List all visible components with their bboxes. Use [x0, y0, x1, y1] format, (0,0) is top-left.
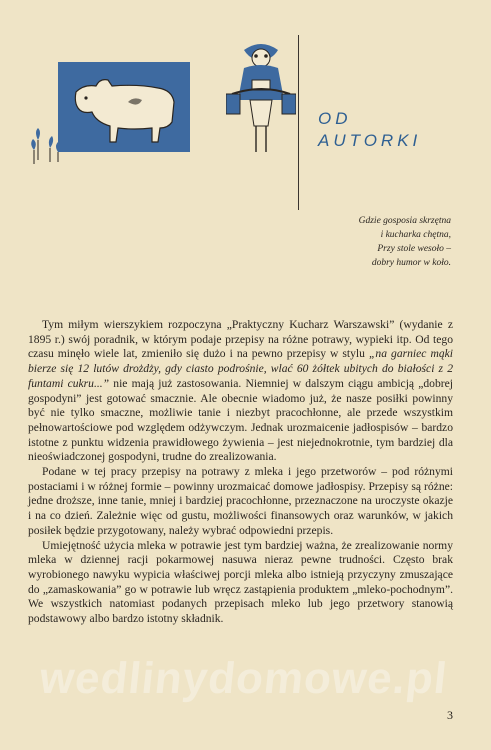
title-line-1: OD	[318, 109, 352, 128]
title-line-2: AUTORKI	[318, 131, 422, 150]
paragraph-1-text-b: nie mają już zastosowania. Niemniej w dalszym ciągu ambicją „dobrej gospodyni” jest gotować smacznie. Ale obecnie wiadomo już, że nasze posiłki powinny być nie tylko smaczne, możliwie tanie i niezbyt pracochłonne, ale przede wszystkim pełnowartościowe pod względem odżywczym. Jednak urozmaicenie jadłospisów – bardzo istotne z punktu widzenia prawidłowego żywienia – jest niejednokrotnie, tym bardziej dla nieoświadczonej gospodyni, trudne do zrealizowania.	[28, 376, 453, 464]
cow-illustration	[58, 62, 190, 152]
paragraph-3: Umiejętność użycia mleka w potrawie jest tym bardziej ważna, że zrealizowanie normy mleka w dziennej racji pokarmowej nasuwa nieraz pewne trudności. Często brak wyrobionego nawyku wypicia właściwej porcji mleka albo istnieją przyczyny zmuszające do „zamaskowania” go w potrawie lub wręcz zastąpienia produktem „mleko-pochodnym”. We wszystkich natomiast podanych przepisach mleko lub jego przetwory stanowią podstawowy albo bardzo istotny składnik.	[28, 538, 453, 626]
header-illustration	[28, 40, 288, 160]
epigraph	[251, 214, 451, 270]
epigraph-line: i kucharka chętna,	[380, 230, 451, 240]
paragraph-2: Podane w tej pracy przepisy na potrawy z mleka i jego przetworów – pod różnymi postaciami i w różnej formie – powinny urozmaicać domowe jadłospisy. Przepisy są różne: jedne droższe, inne tanie, mniej i bardziej pracochłonne, przeznaczone na uroczyste okazje i na co dzień. Zależnie więc od gustu, możliwości finansowych oraz warunków, w jakich posiłek będzie przygotowany, należy wybrać odpowiedni przepis.	[28, 465, 453, 537]
watermark: wedlinydomowe.pl	[37, 654, 450, 703]
paragraph-1-text-a: Tym miłym wierszykiem rozpoczyna „Praktyczny Kucharz Warszawski” (wydanie z 1895 r.) swój poradnik, w którym podaje przepisy na różne potrawy, wypieki itp. Od tego czasu minęło wiele lat, zmieniło się dużo i na pewno przepisy w stylu	[28, 318, 453, 361]
epigraph-line: dobry humor w koło.	[371, 258, 451, 268]
milkmaid-illustration	[226, 40, 296, 160]
body-text	[28, 318, 453, 627]
paragraph-1	[28, 318, 453, 465]
epigraph-line: Przy stole wesoło –	[377, 244, 451, 254]
epigraph-line: Gdzie gosposia skrzętna	[358, 216, 451, 226]
vertical-rule	[298, 35, 299, 210]
page-title	[318, 108, 421, 152]
paragraph-1-quote: „na garniec mąki bierze się 12 lutów drożdży, gdy ciasto podrośnie, wlać 60 żółtek ubitych do białości z 2 funtami cukru...”	[28, 347, 453, 390]
page-number: 3	[447, 708, 453, 722]
